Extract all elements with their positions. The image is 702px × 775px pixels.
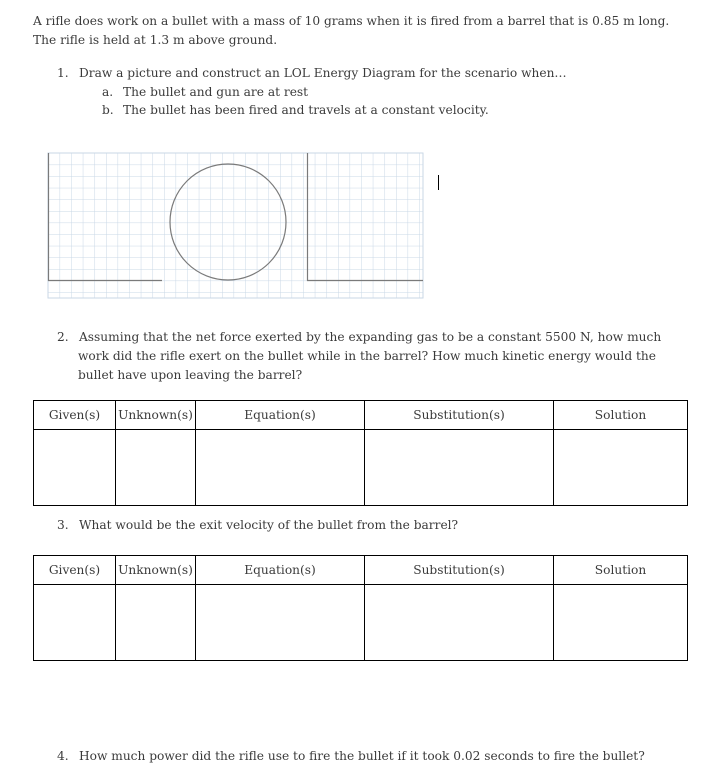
text-cursor [438,175,439,190]
cell-solution[interactable] [554,585,688,661]
header-unknown: Unknown(s) [116,556,196,585]
table-answer-row [34,585,688,661]
table-header-row [34,556,688,585]
grid-background [48,153,423,298]
cell-unknown[interactable] [116,430,196,506]
part-a-text: The bullet and gun are at rest [123,85,309,99]
cell-equation[interactable] [196,430,365,506]
question-2-line-2: work did the rifle exert on the bullet while in the barrel? How much kinetic energy would the [78,349,656,363]
question-4-number: 4. [57,749,69,763]
intro-line-1: A rifle does work on a bullet with a mass of 10 grams when it is fired from a barrel that is 0.85 m long. [33,14,670,28]
part-b-text: The bullet has been fired and travels at a constant velocity. [123,103,489,117]
cell-equation[interactable] [196,585,365,661]
cell-substitution[interactable] [365,430,554,506]
header-solution: Solution [554,401,688,430]
table-header-row [34,401,688,430]
question-2 [57,328,661,385]
part-a-label: a. [102,85,114,99]
question-3-number: 3. [57,518,69,532]
intro-line-2: The rifle is held at 1.3 m above ground. [33,33,278,47]
question-4-text: How much power did the rifle use to fire the bullet if it took 0.02 seconds to fire the bullet? [79,749,645,763]
header-substitution: Substitution(s) [365,401,554,430]
question-4 [57,749,645,763]
question-2-line-3: bullet have upon leaving the barrel? [78,368,303,382]
header-given: Given(s) [34,401,116,430]
cell-substitution[interactable] [365,585,554,661]
question-1-text: Draw a picture and construct an LOL Energy Diagram for the scenario when… [79,66,567,80]
lol-diagram-grid[interactable] [0,0,702,330]
header-equation: Equation(s) [196,401,365,430]
question-3-text: What would be the exit velocity of the bullet from the barrel? [79,518,459,532]
question-2-line-1: Assuming that the net force exerted by the expanding gas to be a constant 5500 N, how much [79,330,662,344]
header-solution: Solution [554,556,688,585]
cell-given[interactable] [34,430,116,506]
answer-table-q3 [33,555,688,661]
header-substitution: Substitution(s) [365,556,554,585]
answer-table-q2 [33,400,688,506]
question-2-number: 2. [57,330,69,344]
cell-unknown[interactable] [116,585,196,661]
part-b-label: b. [102,103,114,117]
question-3 [57,518,458,532]
question-1-number: 1. [57,66,69,80]
cell-given[interactable] [34,585,116,661]
cell-solution[interactable] [554,430,688,506]
header-unknown: Unknown(s) [116,401,196,430]
header-equation: Equation(s) [196,556,365,585]
header-given: Given(s) [34,556,116,585]
table-answer-row [34,430,688,506]
